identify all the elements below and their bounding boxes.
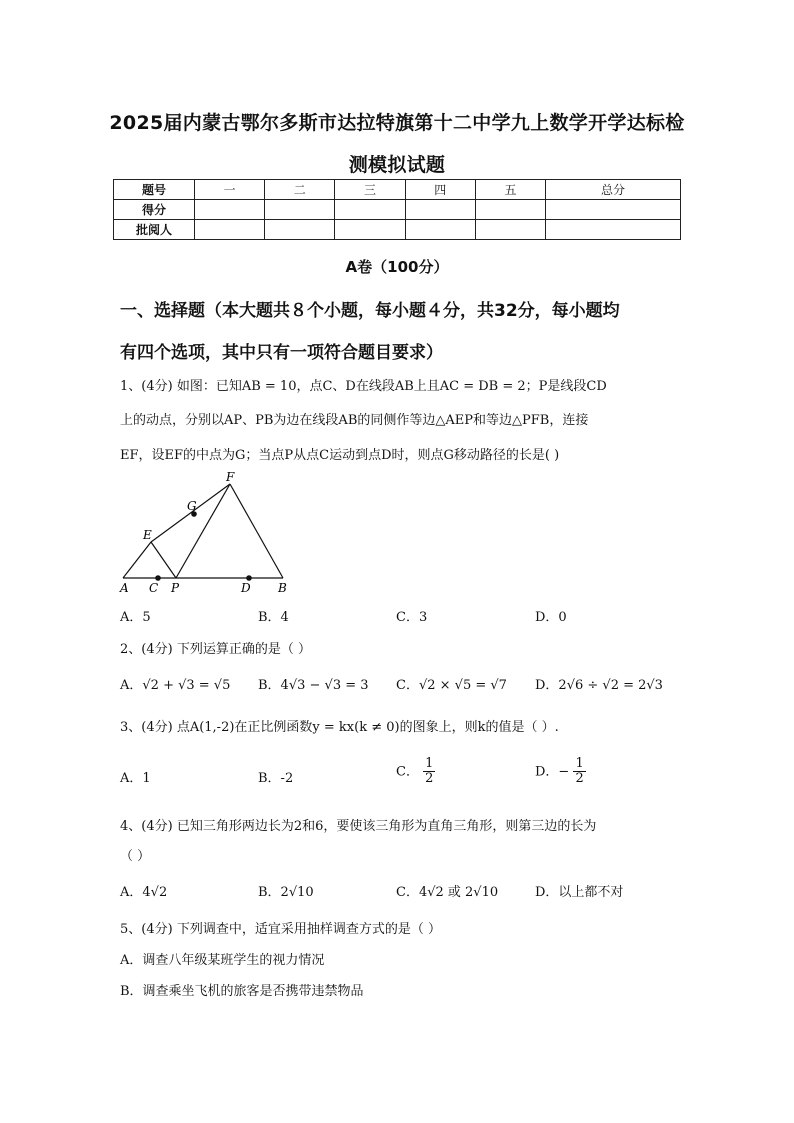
score-row-label: 批阅人 <box>114 220 195 240</box>
q1-stem-line3: EF，设EF的中点为G；当点P从点C运动到点D时，则点G移动路径的长是( ) <box>120 448 560 463</box>
q4-option-d[interactable]: D．以上都不对 <box>535 885 624 900</box>
q4-stem-line2: （ ） <box>120 849 151 864</box>
segment-ep <box>151 542 176 578</box>
q3-option-d[interactable] <box>535 757 586 787</box>
q4-option-b[interactable]: B．2√10 <box>258 885 314 900</box>
score-cell <box>546 220 681 240</box>
q1-option-a[interactable]: A．5 <box>120 610 151 625</box>
score-cell <box>405 220 475 240</box>
q1-option-c[interactable]: C．3 <box>396 610 428 625</box>
q2-option-a[interactable]: A．√2 + √3 = √5 <box>120 678 231 693</box>
q5-stem: 5、(4分) 下列调查中，适宜采用抽样调查方式的是（ ） <box>120 922 441 937</box>
q1-stem-line2: 上的动点，分别以AP、PB为边在线段AB的同侧作等边△AEP和等边△PFB，连接 <box>120 413 589 428</box>
label-b: B <box>278 581 287 595</box>
score-cell <box>405 200 475 220</box>
q3-option-a[interactable]: A．1 <box>120 771 151 786</box>
point-c <box>155 575 161 581</box>
q1-stem-line1: 1、(4分) 如图：已知AB = 10，点C、D在线段AB上且AC = DB = 2；P是线段CD <box>120 379 607 394</box>
segment-ef <box>151 484 230 542</box>
q4-option-c[interactable]: C．4√2 或 2√10 <box>396 885 499 900</box>
score-header-cell: 二 <box>265 180 335 200</box>
exam-title-line2: 测模拟试题 <box>348 154 446 176</box>
label-e: E <box>143 528 152 542</box>
q3-option-c-label: C． <box>396 764 419 780</box>
label-a: A <box>120 581 129 595</box>
q2-option-b[interactable]: B．4√3 − √3 = 3 <box>258 678 369 693</box>
fraction-numerator: 1 <box>575 756 584 771</box>
q5-option-b[interactable]: B．调查乘坐飞机的旅客是否携带违禁物品 <box>120 984 364 999</box>
score-cell <box>475 220 545 240</box>
fraction <box>423 757 435 787</box>
score-cell <box>265 200 335 220</box>
q3-option-c[interactable] <box>396 757 435 787</box>
q3-stem: 3、(4分) 点A(1,-2)在正比例函数y = kx(k ≠ 0)的图象上，则k的值是（ ）. <box>120 720 559 735</box>
fraction-numerator: 1 <box>425 756 434 771</box>
score-table-header-row <box>114 180 681 200</box>
score-table <box>113 179 681 240</box>
label-p: P <box>171 581 180 595</box>
q3-option-d-label: D．− <box>535 764 570 780</box>
score-cell <box>195 220 265 240</box>
q4-stem-line1: 4、(4分) 已知三角形两边长为2和6，要使该三角形为直角三角形，则第三边的长为 <box>120 819 597 834</box>
fraction <box>573 757 585 787</box>
score-cell <box>335 200 405 220</box>
score-header-cell: 四 <box>405 180 475 200</box>
segment-pf <box>176 484 230 578</box>
label-g: G <box>187 499 197 513</box>
q4-option-a[interactable]: A．4√2 <box>120 885 168 900</box>
score-header-cell: 五 <box>475 180 545 200</box>
fraction-denominator: 2 <box>425 771 434 787</box>
label-c: C <box>149 581 159 595</box>
q1-option-d[interactable]: D．0 <box>535 610 567 625</box>
q2-stem: 2、(4分) 下列运算正确的是（ ） <box>120 642 311 657</box>
score-header-cell: 总分 <box>546 180 681 200</box>
point-d <box>246 575 252 581</box>
score-cell <box>265 220 335 240</box>
score-table-row <box>114 220 681 240</box>
score-cell <box>195 200 265 220</box>
fraction-denominator: 2 <box>575 771 584 787</box>
q3-option-b[interactable]: B．-2 <box>258 771 294 786</box>
score-cell <box>335 220 405 240</box>
score-header-cell: 一 <box>195 180 265 200</box>
score-table-row <box>114 200 681 220</box>
segment-ae <box>123 542 151 578</box>
section1-heading-line1: 一、选择题（本大题共８个小题，每小题４分，共32分，每小题均 <box>120 301 620 321</box>
score-header-cell: 三 <box>335 180 405 200</box>
score-cell <box>546 200 681 220</box>
score-header-cell: 题号 <box>114 180 195 200</box>
q1-option-b[interactable]: B．4 <box>258 610 289 625</box>
label-f: F <box>226 472 235 484</box>
paper-a-heading: A卷（100分） <box>345 258 449 276</box>
q2-option-c[interactable]: C．√2 × √5 = √7 <box>396 678 507 693</box>
section1-heading-line2: 有四个选项，其中只有一项符合题目要求） <box>120 343 443 363</box>
q1-geometry-figure <box>110 472 310 600</box>
label-d: D <box>241 581 251 595</box>
q2-option-d[interactable]: D．2√6 ÷ √2 = 2√3 <box>535 678 663 693</box>
score-cell <box>475 200 545 220</box>
score-row-label: 得分 <box>114 200 195 220</box>
exam-title-line1: 2025届内蒙古鄂尔多斯市达拉特旗第十二中学九上数学开学达标检 <box>109 112 685 134</box>
q5-option-a[interactable]: A．调查八年级某班学生的视力情况 <box>120 953 325 968</box>
segment-fb <box>230 484 283 578</box>
